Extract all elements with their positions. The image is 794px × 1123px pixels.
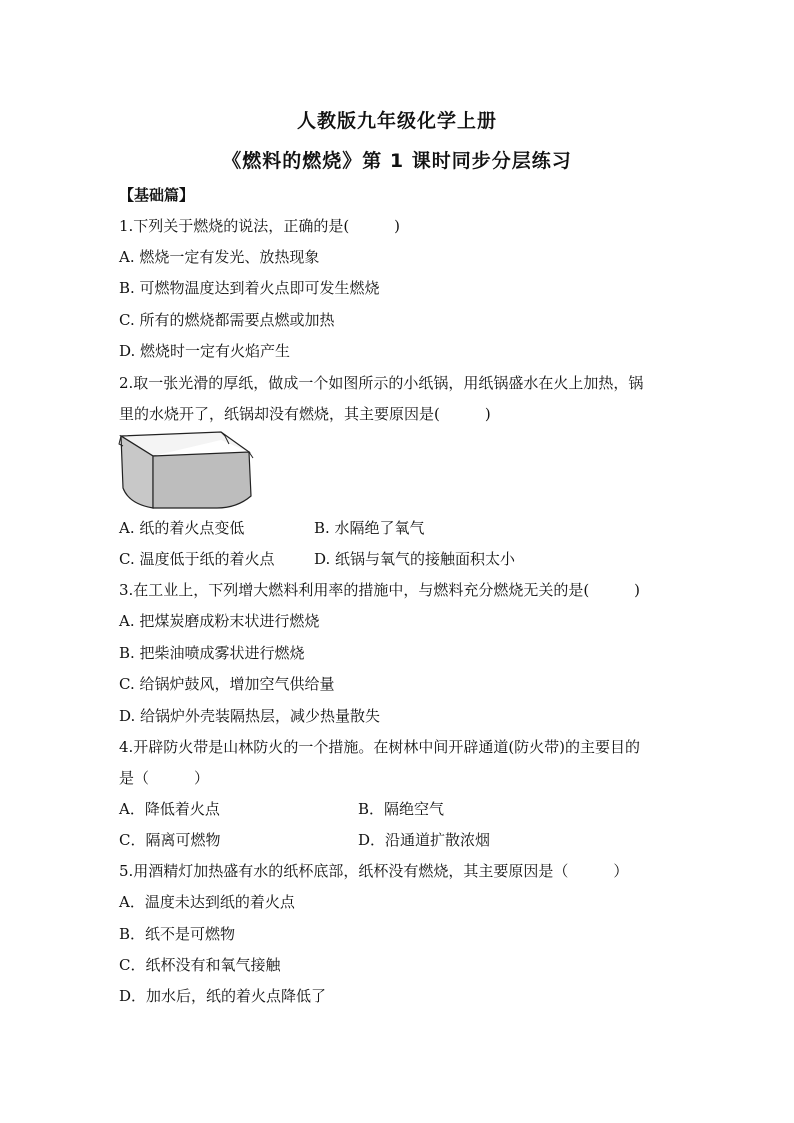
- q3-option-a: A. 把煤炭磨成粉末状进行燃烧: [119, 612, 320, 630]
- q2-option-b: B. 水隔绝了氧气: [314, 519, 425, 537]
- q4-stem-line-2: 是（ ）: [119, 769, 210, 787]
- title-line-1: 人教版九年级化学上册: [296, 110, 497, 132]
- q3-option-c: C. 给锅炉鼓风，增加空气供给量: [119, 675, 335, 693]
- q5-option-b: B．纸不是可燃物: [119, 925, 236, 943]
- q1-option-c: C. 所有的燃烧都需要点燃或加热: [119, 311, 335, 329]
- q1-option-b: B. 可燃物温度达到着火点即可发生燃烧: [119, 279, 380, 297]
- q3-option-d: D. 给锅炉外壳装隔热层，减少热量散失: [119, 707, 381, 725]
- q5-stem: 5.用酒精灯加热盛有水的纸杯底部，纸杯没有燃烧，其主要原因是（ ）: [119, 862, 629, 880]
- q5-option-d: D．加水后，纸的着火点降低了: [119, 987, 327, 1005]
- section-heading: 【基础篇】: [119, 186, 195, 204]
- q5-option-a: A．温度未达到纸的着火点: [119, 893, 295, 911]
- paper-pot-figure: [117, 430, 257, 512]
- q2-stem-line-2: 里的水烧开了，纸锅却没有燃烧，其主要原因是( ): [119, 405, 491, 423]
- q5-option-c: C．纸杯没有和氧气接触: [119, 956, 281, 974]
- q2-option-c: C. 温度低于纸的着火点: [119, 550, 275, 568]
- q1-option-d: D. 燃烧时一定有火焰产生: [119, 342, 291, 360]
- q1-stem: 1.下列关于燃烧的说法，正确的是( ): [119, 217, 401, 235]
- q4-option-a: A．降低着火点: [119, 800, 220, 818]
- q2-option-d: D. 纸锅与氧气的接触面积太小: [314, 550, 516, 568]
- q2-option-a: A. 纸的着火点变低: [119, 519, 245, 537]
- q4-stem-line-1: 4.开辟防火带是山林防火的一个措施。在树林中间开辟通道(防火带)的主要目的: [119, 738, 641, 756]
- q3-option-b: B. 把柴油喷成雾状进行燃烧: [119, 644, 305, 662]
- q4-option-d: D．沿通道扩散浓烟: [358, 831, 491, 849]
- q3-stem: 3.在工业上，下列增大燃料利用率的措施中，与燃料充分燃烧无关的是( ): [119, 581, 641, 599]
- title-line-2: 《燃料的燃烧》第 1 课时同步分层练习: [222, 150, 572, 172]
- q4-option-b: B．隔绝空气: [358, 800, 445, 818]
- q2-stem-line-1: 2.取一张光滑的厚纸，做成一个如图所示的小纸锅，用纸锅盛水在火上加热，锅: [119, 374, 644, 392]
- q4-option-c: C．隔离可燃物: [119, 831, 221, 849]
- q1-option-a: A. 燃烧一定有发光、放热现象: [119, 248, 320, 266]
